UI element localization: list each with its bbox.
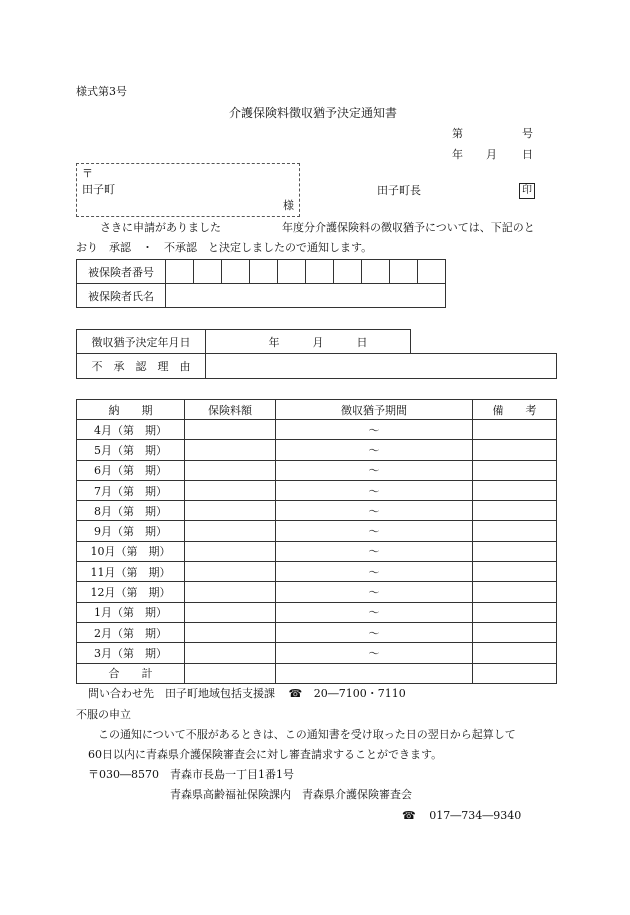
range-cell[interactable]: ～ [276, 541, 473, 561]
header-deferral-range: 徴収猶予期間 [276, 400, 473, 420]
insured-number-label: 被保険者番号 [77, 260, 166, 284]
table-row [77, 480, 557, 500]
range-cell[interactable]: ～ [276, 582, 473, 602]
insured-number-cell[interactable] [250, 260, 278, 284]
table-row [77, 541, 557, 561]
date-day: 日 [522, 148, 533, 161]
remarks-cell[interactable] [473, 622, 557, 642]
document-title: 介護保険料徴収猶予決定通知書 [229, 106, 398, 120]
remarks-cell[interactable] [473, 440, 557, 460]
period-cell: 4月（第 期） [77, 420, 185, 440]
table-row [77, 602, 557, 622]
doc-number-go: 号 [522, 127, 533, 140]
range-cell[interactable]: ～ [276, 622, 473, 642]
phone-icon: ☎ [288, 687, 303, 700]
reason-cell[interactable] [206, 354, 557, 379]
remarks-cell[interactable] [473, 501, 557, 521]
seal-icon: 印 [519, 183, 535, 199]
insured-table [76, 259, 446, 308]
total-range-cell[interactable] [276, 663, 473, 683]
body-line1-a: さきに申請がありました [100, 221, 221, 234]
period-cell: 3月（第 期） [77, 643, 185, 663]
table-row [77, 643, 557, 663]
table-row [77, 521, 557, 541]
contact-line [88, 688, 406, 699]
remarks-cell[interactable] [473, 521, 557, 541]
amount-cell[interactable] [185, 521, 276, 541]
range-cell[interactable]: ～ [276, 501, 473, 521]
table-row [77, 622, 557, 642]
total-remarks-cell[interactable] [473, 663, 557, 683]
period-cell: 6月（第 期） [77, 460, 185, 480]
amount-cell[interactable] [185, 643, 276, 663]
appeal-office: 青森県高齢福祉保険課内 青森県介護保険審査会 [170, 788, 412, 801]
recipient-honorific: 様 [283, 199, 294, 212]
amount-cell[interactable] [185, 582, 276, 602]
total-row [77, 663, 557, 683]
period-cell: 10月（第 期） [77, 541, 185, 561]
period-cell: 11月（第 期） [77, 562, 185, 582]
insured-number-cell[interactable] [306, 260, 334, 284]
header-amount: 保険料額 [185, 400, 276, 420]
insured-number-cell[interactable] [334, 260, 362, 284]
remarks-cell[interactable] [473, 460, 557, 480]
insured-number-cell[interactable] [362, 260, 390, 284]
period-cell: 7月（第 期） [77, 480, 185, 500]
period-cell: 9月（第 期） [77, 521, 185, 541]
period-cell: 1月（第 期） [77, 602, 185, 622]
range-cell[interactable]: ～ [276, 602, 473, 622]
remarks-cell[interactable] [473, 480, 557, 500]
doc-number-dai: 第 [452, 127, 463, 140]
appeal-address: 〒030―8570 青森市長島一丁目1番1号 [88, 768, 294, 781]
decision-date-value[interactable]: 年 月 日 [206, 330, 411, 354]
amount-cell[interactable] [185, 460, 276, 480]
decision-date-label: 徴収猶予決定年月日 [77, 330, 206, 354]
insured-number-cell[interactable] [390, 260, 418, 284]
schedule-table [76, 399, 557, 684]
appeal-heading: 不服の申立 [76, 708, 131, 721]
phone-icon: ☎ [402, 809, 416, 822]
amount-cell[interactable] [185, 541, 276, 561]
decision-table [76, 329, 557, 379]
amount-cell[interactable] [185, 622, 276, 642]
table-row [77, 582, 557, 602]
postal-mark: 〒 [82, 167, 93, 180]
period-cell: 2月（第 期） [77, 622, 185, 642]
total-label: 合 計 [77, 663, 185, 683]
date-year: 年 [452, 148, 463, 161]
header-period: 納 期 [77, 400, 185, 420]
table-row [77, 420, 557, 440]
remarks-cell[interactable] [473, 602, 557, 622]
insured-number-cell[interactable] [278, 260, 306, 284]
range-cell[interactable]: ～ [276, 480, 473, 500]
remarks-cell[interactable] [473, 643, 557, 663]
remarks-cell[interactable] [473, 420, 557, 440]
insured-number-cell[interactable] [418, 260, 446, 284]
table-row [77, 562, 557, 582]
range-cell[interactable]: ～ [276, 521, 473, 541]
contact-label: 問い合わせ先 田子町地域包括支援課 [88, 687, 275, 700]
period-cell: 12月（第 期） [77, 582, 185, 602]
range-cell[interactable]: ～ [276, 420, 473, 440]
contact-phone: 20―7100・7110 [313, 687, 406, 700]
appeal-phone-line [402, 810, 521, 821]
decision-date-spacer [411, 330, 557, 354]
recipient-town: 田子町 [82, 183, 115, 196]
remarks-cell[interactable] [473, 562, 557, 582]
table-row [77, 501, 557, 521]
insured-name-label: 被保険者氏名 [77, 284, 166, 308]
amount-cell[interactable] [185, 602, 276, 622]
range-cell[interactable]: ～ [276, 562, 473, 582]
table-row [77, 440, 557, 460]
amount-cell[interactable] [185, 440, 276, 460]
amount-cell[interactable] [185, 501, 276, 521]
insured-number-cell[interactable] [222, 260, 250, 284]
insured-number-cell[interactable] [166, 260, 194, 284]
body-line2: おり 承認 ・ 不承認 と決定しましたので通知します。 [76, 241, 373, 254]
appeal-text-1: この通知について不服があるときは、この通知書を受け取った日の翌日から起算して [98, 728, 516, 741]
body-line1-b: 年度分介護保険料の徴収猶予については、下記のと [282, 221, 535, 234]
table-row [77, 460, 557, 480]
date-month: 月 [486, 148, 497, 161]
reason-label: 不 承 認 理 由 [77, 354, 206, 379]
insured-number-cell[interactable] [194, 260, 222, 284]
form-number: 様式第3号 [76, 85, 127, 98]
appeal-text-2: 60日以内に青森県介護保険審査会に対し審査請求することができます。 [88, 748, 443, 761]
remarks-cell[interactable] [473, 541, 557, 561]
remarks-cell[interactable] [473, 582, 557, 602]
header-remarks: 備 考 [473, 400, 557, 420]
amount-cell[interactable] [185, 562, 276, 582]
amount-cell[interactable] [185, 480, 276, 500]
period-cell: 5月（第 期） [77, 440, 185, 460]
amount-cell[interactable] [185, 420, 276, 440]
range-cell[interactable]: ～ [276, 643, 473, 663]
period-cell: 8月（第 期） [77, 501, 185, 521]
insured-name-cell[interactable] [166, 284, 446, 308]
range-cell[interactable]: ～ [276, 440, 473, 460]
issuer-name: 田子町長 [377, 184, 421, 197]
appeal-phone: 017―734―9340 [429, 809, 522, 822]
range-cell[interactable]: ～ [276, 460, 473, 480]
total-amount-cell[interactable] [185, 663, 276, 683]
